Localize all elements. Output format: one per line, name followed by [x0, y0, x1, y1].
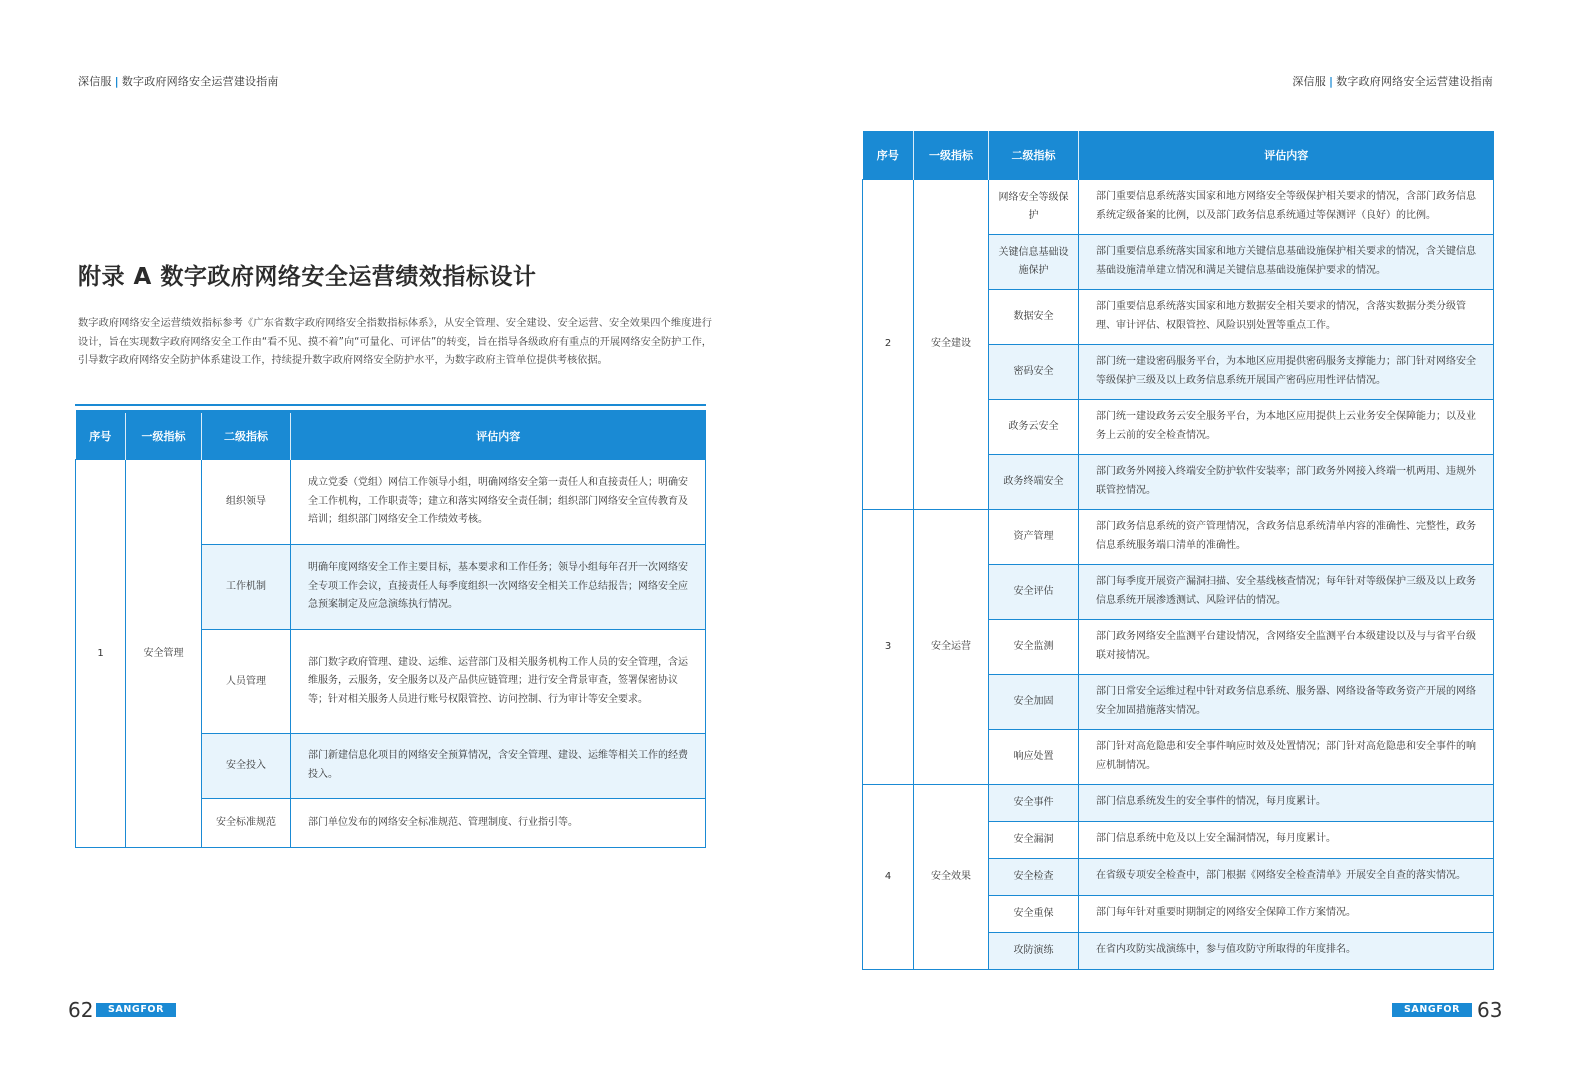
header-brand: 深信服	[1292, 75, 1326, 88]
cell-level2: 攻防演练	[989, 932, 1079, 969]
col-header-level2: 二级指标	[202, 412, 291, 460]
cell-level1: 安全运营	[914, 509, 989, 784]
col-header-no: 序号	[863, 131, 914, 179]
cell-content: 部门重要信息系统落实国家和地方数据安全相关要求的情况，含落实数据分类分级管理、审计评估、权限管控、风险识别处置等重点工作。	[1079, 289, 1494, 344]
cell-content: 部门统一建设政务云安全服务平台，为本地区应用提供上云业务安全保障能力；以及业务上云前的安全检查情况。	[1079, 399, 1494, 454]
cell-level2: 工作机制	[202, 545, 291, 630]
cell-level1: 安全效果	[914, 784, 989, 969]
cell-level2: 密码安全	[989, 344, 1079, 399]
cell-content: 部门日常安全运维过程中针对政务信息系统、服务器、网络设备等政务资产开展的网络安全加固措施落实情况。	[1079, 674, 1494, 729]
cell-content: 部门政务信息系统的资产管理情况，含政务信息系统清单内容的准确性、完整性，政务信息系统服务端口清单的准确性。	[1079, 509, 1494, 564]
cell-level2: 安全漏洞	[989, 821, 1079, 858]
cell-level2: 政务云安全	[989, 399, 1079, 454]
cell-content: 部门信息系统中危及以上安全漏洞情况，每月度累计。	[1079, 821, 1494, 858]
cell-content: 部门政务外网接入终端安全防护软件安装率；部门政务外网接入终端一机两用、违规外联管控情况。	[1079, 454, 1494, 509]
cell-content: 成立党委（党组）网信工作领导小组，明确网络安全第一责任人和直接责任人；明确安全工作机构，工作职责等；建立和落实网络安全责任制；组织部门网络安全宣传教育及培训；组织部门网络安全工作绩效考核。	[291, 460, 706, 545]
brand-tag-left: SANGFOR	[96, 1003, 176, 1017]
running-head-right	[1292, 73, 1493, 89]
indicator-table-left	[75, 410, 706, 848]
header-doc-title: 数字政府网络安全运营建设指南	[1336, 75, 1493, 88]
cell-content: 部门信息系统发生的安全事件的情况，每月度累计。	[1079, 784, 1494, 821]
cell-level2: 安全事件	[989, 784, 1079, 821]
cell-content: 在省级专项安全检查中，部门根据《网络安全检查清单》开展安全自查的落实情况。	[1079, 858, 1494, 895]
cell-content: 部门重要信息系统落实国家和地方网络安全等级保护相关要求的情况，含部门政务信息系统定级备案的比例，以及部门政务信息系统通过等保测评（良好）的比例。	[1079, 179, 1494, 234]
cell-level2: 安全投入	[202, 734, 291, 799]
cell-level2: 网络安全等级保护	[989, 179, 1079, 234]
table-row	[863, 509, 1494, 564]
header-separator: |	[1328, 75, 1334, 88]
cell-level2: 安全监测	[989, 619, 1079, 674]
cell-content: 部门针对高危隐患和安全事件响应时效及处置情况；部门针对高危隐患和安全事件的响应机制情况。	[1079, 729, 1494, 784]
cell-level2: 人员管理	[202, 630, 291, 734]
cell-content: 部门政务网络安全监测平台建设情况，含网络安全监测平台本级建设以及与与省平台级联对接情况。	[1079, 619, 1494, 674]
cell-content: 部门重要信息系统落实国家和地方关键信息基础设施保护相关要求的情况，含关键信息基础设施清单建立情况和满足关键信息基础设施保护要求的情况。	[1079, 234, 1494, 289]
cell-level2: 安全重保	[989, 895, 1079, 932]
cell-level2: 安全检查	[989, 858, 1079, 895]
col-header-content: 评估内容	[1079, 131, 1494, 179]
col-header-no: 序号	[76, 412, 126, 460]
cell-level2: 安全标准规范	[202, 799, 291, 848]
col-header-level1: 一级指标	[914, 131, 989, 179]
running-head-left	[78, 73, 279, 89]
cell-level1: 安全管理	[126, 460, 202, 848]
brand-tag-right: SANGFOR	[1392, 1003, 1472, 1017]
page-number-right: 63	[1477, 998, 1503, 1022]
cell-no: 1	[76, 460, 126, 848]
cell-no: 3	[863, 509, 914, 784]
table-row	[76, 460, 706, 545]
cell-level2: 资产管理	[989, 509, 1079, 564]
cell-level2: 政务终端安全	[989, 454, 1079, 509]
table-header-row	[863, 131, 1494, 179]
indicator-table-right	[862, 131, 1494, 970]
cell-no: 2	[863, 179, 914, 509]
cell-content: 部门统一建设密码服务平台，为本地区应用提供密码服务支撑能力；部门针对网络安全等级保护三级及以上政务信息系统开展国产密码应用性评估情况。	[1079, 344, 1494, 399]
cell-level1: 安全建设	[914, 179, 989, 509]
cell-level2: 关键信息基础设施保护	[989, 234, 1079, 289]
table-header-row	[76, 412, 706, 460]
cell-level2: 响应处置	[989, 729, 1079, 784]
col-header-level2: 二级指标	[989, 131, 1079, 179]
page-number-left: 62	[68, 998, 94, 1022]
cell-content: 部门数字政府管理、建设、运维、运营部门及相关服务机构工作人员的安全管理，含运维服务，云服务，安全服务以及产品供应链管理；进行安全背景审查，签署保密协议等；针对相关服务人员进行账号权限管控、访问控制、行为审计等安全要求。	[291, 630, 706, 734]
col-header-level1: 一级指标	[126, 412, 202, 460]
cell-content: 部门单位发布的网络安全标准规范、管理制度、行业指引等。	[291, 799, 706, 848]
cell-content: 明确年度网络安全工作主要目标，基本要求和工作任务；领导小组每年召开一次网络安全专项工作会议，直接责任人每季度组织一次网络安全相关工作总结报告；网络安全应急预案制定及应急演练执行情况。	[291, 545, 706, 630]
intro-paragraph: 数字政府网络安全运营绩效指标参考《广东省数字政府网络安全指数指标体系》，从安全管理、安全建设、安全运营、安全效果四个维度进行设计，旨在实现数字政府网络安全工作由“看不见、摸不着”向“可量化、可评估”的转变，旨在指导各级政府有重点的开展网络安全防护工作，引导数字政府网络安全防护体系建设工作，持续提升数字政府网络安全防护水平，为数字政府主管单位提供考核依据。	[78, 318, 712, 366]
cell-level2: 安全加固	[989, 674, 1079, 729]
page-title: 附录 A 数字政府网络安全运营绩效指标设计	[78, 264, 537, 290]
header-doc-title: 数字政府网络安全运营建设指南	[121, 75, 279, 88]
table-row	[863, 179, 1494, 234]
cell-content: 在省内攻防实战演练中，参与值攻防守所取得的年度排名。	[1079, 932, 1494, 969]
cell-no: 4	[863, 784, 914, 969]
cell-content: 部门每年针对重要时期制定的网络安全保障工作方案情况。	[1079, 895, 1494, 932]
cell-content: 部门每季度开展资产漏洞扫描、安全基线核查情况；每年针对等级保护三级及以上政务信息系统开展渗透测试、风险评估的情况。	[1079, 564, 1494, 619]
cell-level2: 安全评估	[989, 564, 1079, 619]
header-brand: 深信服	[78, 75, 112, 88]
table-row	[863, 784, 1494, 821]
cell-content: 部门新建信息化项目的网络安全预算情况，含安全管理、建设、运维等相关工作的经费投入。	[291, 734, 706, 799]
col-header-content: 评估内容	[291, 412, 706, 460]
table-top-rule	[75, 404, 706, 406]
cell-level2: 数据安全	[989, 289, 1079, 344]
cell-level2: 组织领导	[202, 460, 291, 545]
header-separator: |	[114, 75, 119, 88]
